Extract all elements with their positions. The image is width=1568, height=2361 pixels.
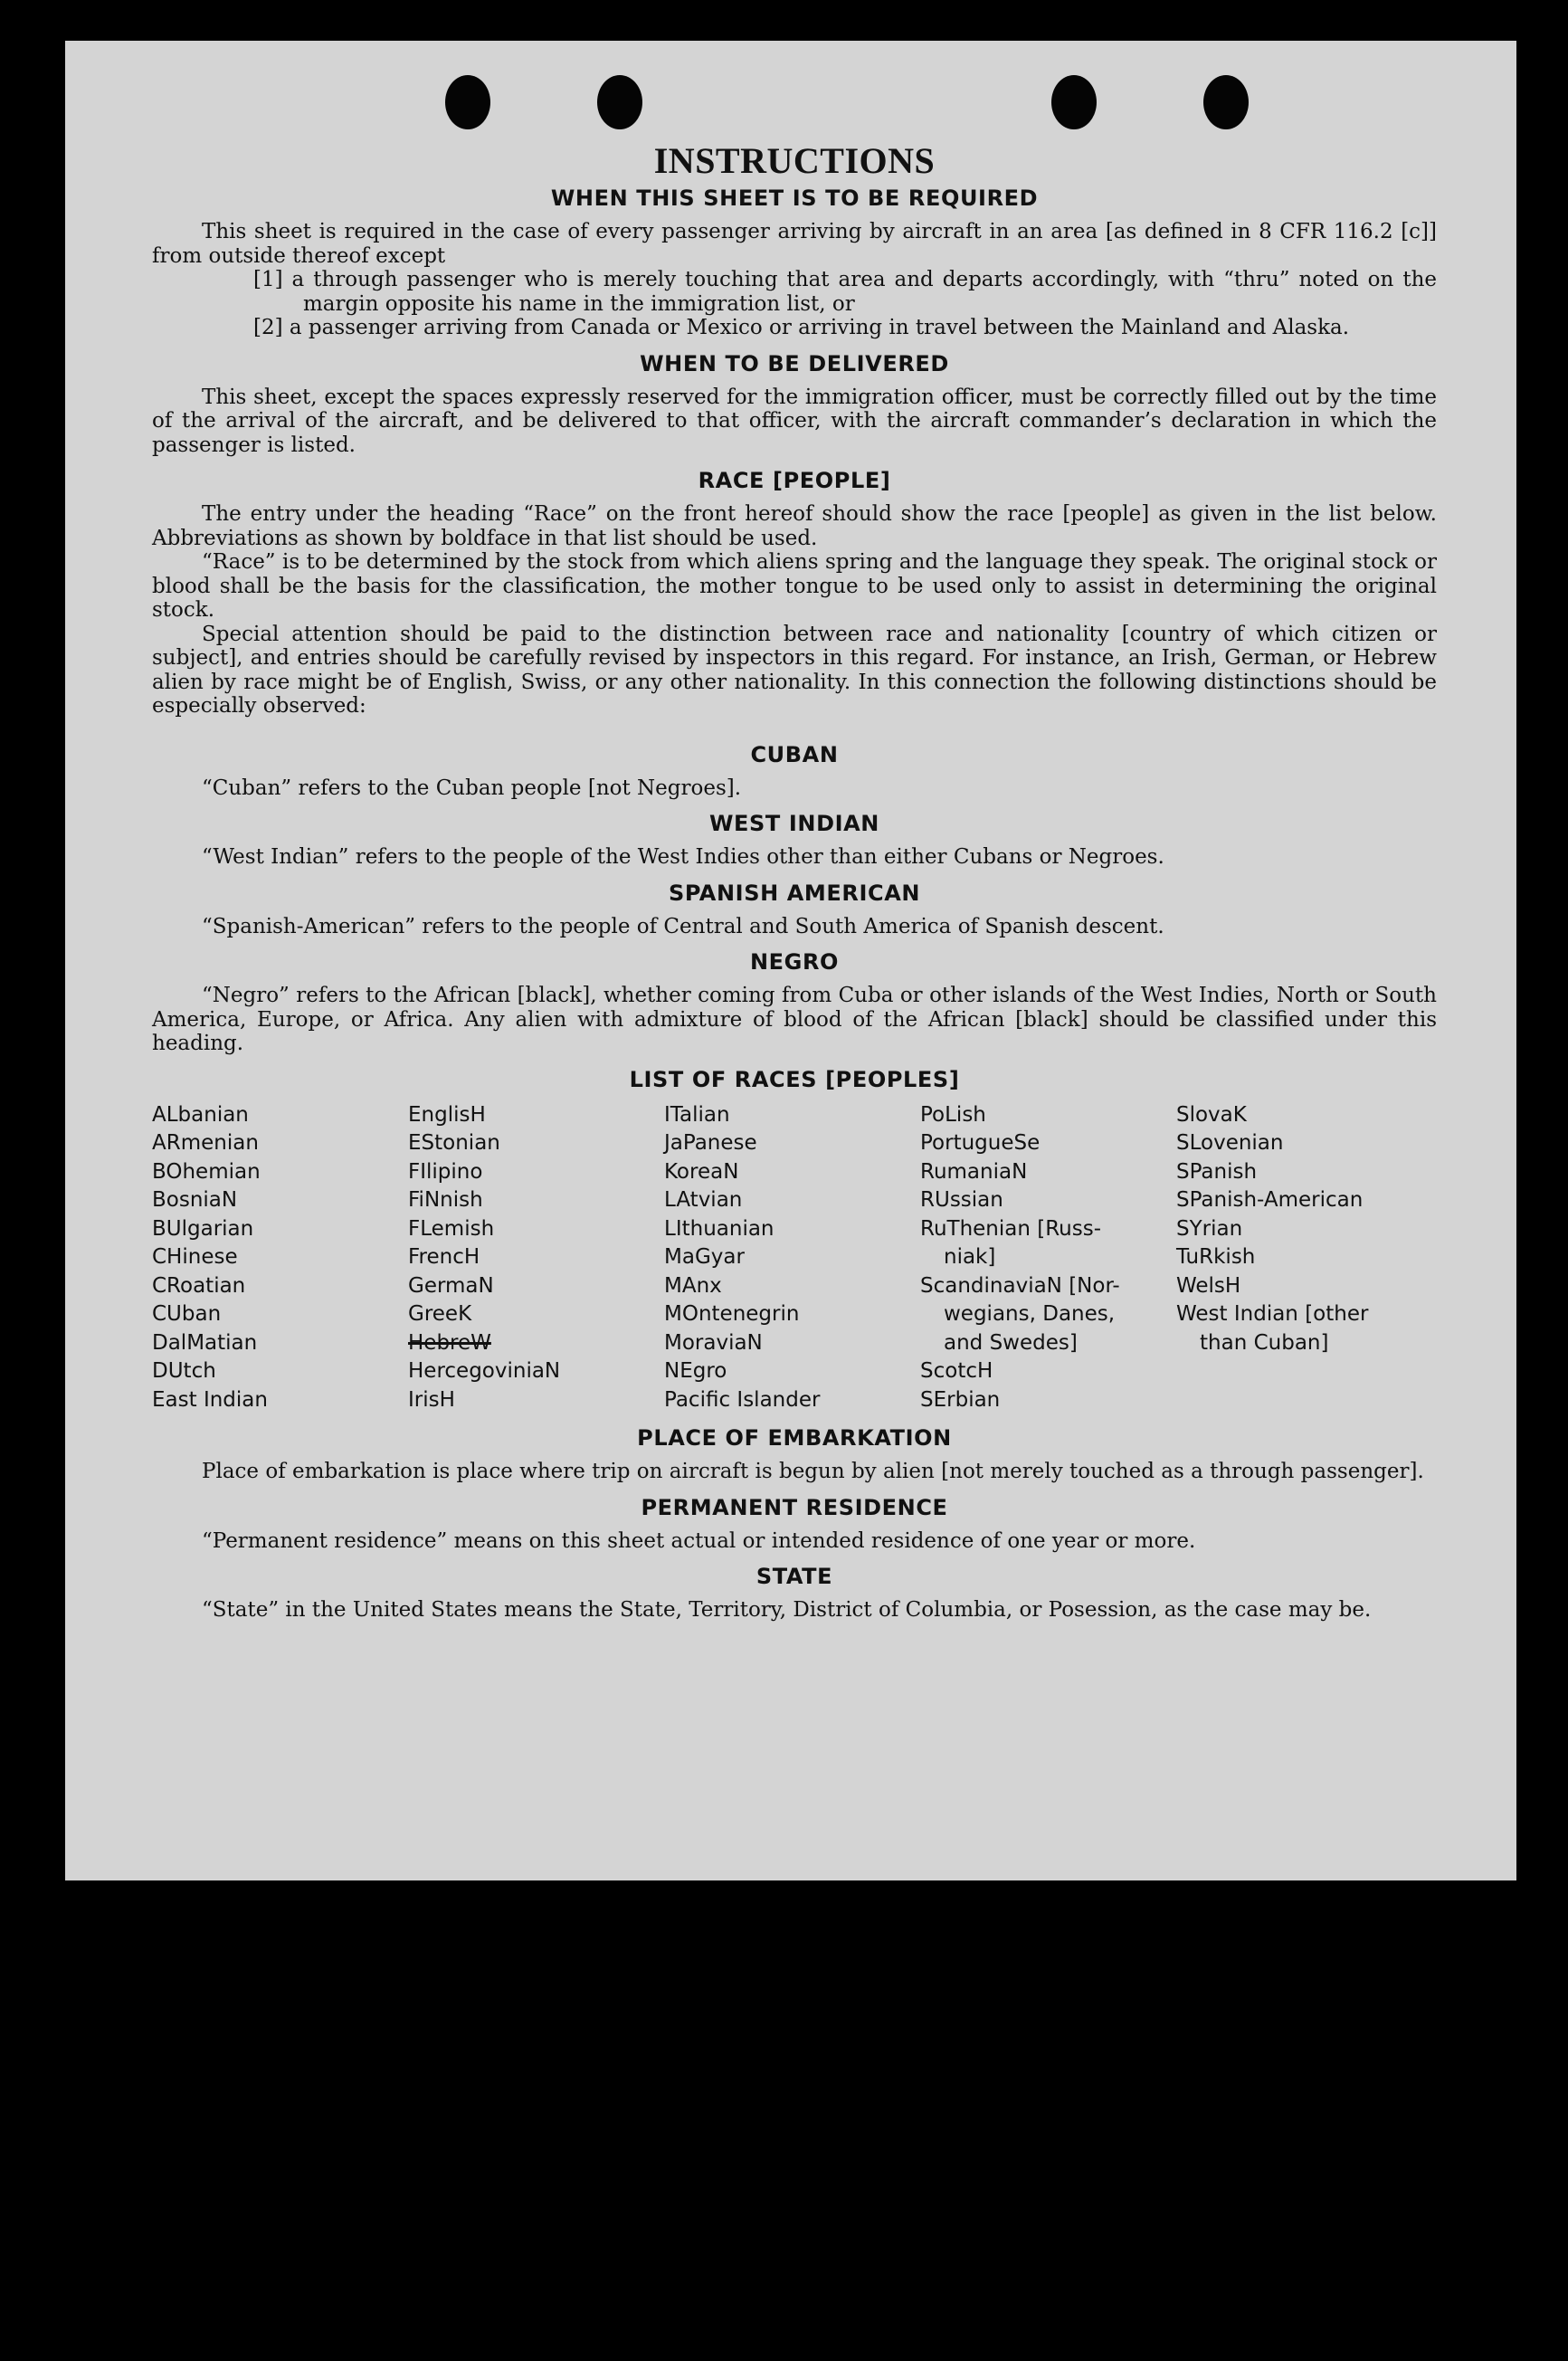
list-item: JaPanese bbox=[664, 1131, 757, 1155]
races-column-4 bbox=[920, 1101, 1176, 1415]
list-item: ARmenian bbox=[152, 1131, 259, 1155]
list-item: SLovenian bbox=[1176, 1131, 1284, 1155]
list-item: SPanish-American bbox=[1176, 1188, 1364, 1212]
list-item: RuThenian [Russ- bbox=[920, 1216, 1102, 1241]
list-item: HercegoviniaN bbox=[408, 1359, 561, 1383]
races-column-1 bbox=[152, 1101, 408, 1415]
list-item: CRoatian bbox=[152, 1273, 246, 1298]
races-column-3 bbox=[664, 1101, 920, 1415]
punch-hole bbox=[597, 75, 642, 129]
page-title: INSTRUCTIONS bbox=[653, 140, 936, 181]
punch-hole bbox=[445, 75, 490, 129]
list-item: ALbanian bbox=[152, 1102, 249, 1127]
list-item: than Cuban] bbox=[1200, 1330, 1329, 1355]
heading-west-indian: WEST INDIAN bbox=[708, 811, 879, 836]
heading-cuban: CUBAN bbox=[750, 741, 839, 767]
list-item: ITalian bbox=[664, 1102, 730, 1127]
when-delivered-text: This sheet, except the spaces expressly reserved for the immigration officer, must be correctly filled out by the time of the arrival of the aircraft, and be delivered to that officer, with the aircraft commander’s declaration in which the passenger is listed. bbox=[152, 385, 1437, 457]
list-item: CHinese bbox=[152, 1245, 238, 1269]
exception-item-1: [1] a through passenger who is merely touching that area and departs accordingly, with “thru” noted on the margin opposite his name in the immigration list, or bbox=[253, 268, 1437, 316]
list-item: MaGyar bbox=[664, 1245, 745, 1269]
punch-hole bbox=[1051, 75, 1097, 129]
cuban-text: “Cuban” refers to the Cuban people [not Negroes]. bbox=[202, 776, 742, 800]
list-item: PortugueSe bbox=[920, 1131, 1041, 1155]
list-item: RumaniaN bbox=[920, 1159, 1028, 1184]
heading-when-required: WHEN THIS SHEET IS TO BE REQUIRED bbox=[550, 186, 1039, 211]
list-item: and Swedes] bbox=[944, 1330, 1078, 1355]
list-item: PoLish bbox=[920, 1102, 986, 1127]
list-item: IrisH bbox=[408, 1387, 455, 1412]
state-text: “State” in the United States means the State, Territory, District of Columbia, or Posession, as the case may be. bbox=[202, 1598, 1372, 1622]
list-item: GreeK bbox=[408, 1302, 472, 1326]
list-item: SYrian bbox=[1176, 1216, 1243, 1241]
list-item: FIlipino bbox=[408, 1159, 483, 1184]
negro-text: “Negro” refers to the African [black], whether coming from Cuba or other islands of the West Indies, North or South America, Europe, or Africa. Any alien with admixture of blood of the African [black] should be classified under this heading. bbox=[152, 984, 1437, 1055]
list-item: RUssian bbox=[920, 1188, 1003, 1212]
list-item: NEgro bbox=[664, 1359, 727, 1383]
heading-negro: NEGRO bbox=[749, 949, 840, 975]
list-item: SErbian bbox=[920, 1387, 1001, 1412]
list-item: MAnx bbox=[664, 1273, 722, 1298]
heading-list-of-races: LIST OF RACES [PEOPLES] bbox=[629, 1066, 960, 1092]
list-item: MoraviaN bbox=[664, 1330, 763, 1355]
list-item: GermaN bbox=[408, 1273, 494, 1298]
list-item: EnglisH bbox=[408, 1102, 486, 1127]
list-item: FrencH bbox=[408, 1245, 480, 1269]
list-item: BUlgarian bbox=[152, 1216, 254, 1241]
when-required-intro: This sheet is required in the case of every passenger arriving by aircraft in an area [as defined in 8 CFR 116.2 [c]] from outside thereof except bbox=[152, 220, 1437, 268]
list-item: wegians, Danes, bbox=[944, 1302, 1116, 1326]
list-item: EStonian bbox=[408, 1131, 500, 1155]
race-paragraph-2: “Race” is to be determined by the stock from which aliens spring and the language they speak. The original stock or blood shall be the basis for the classification, the mother tongue to be used only to assist in determining the original stock. bbox=[152, 550, 1437, 622]
list-item: DalMatian bbox=[152, 1330, 258, 1355]
permanent-residence-text: “Permanent residence” means on this sheet actual or intended residence of one year or more. bbox=[202, 1528, 1196, 1553]
races-list bbox=[152, 1101, 1437, 1415]
list-item: TuRkish bbox=[1176, 1245, 1256, 1269]
list-item: LIthuanian bbox=[664, 1216, 774, 1241]
instructions-body bbox=[152, 140, 1437, 1623]
west-indian-text: “West Indian” refers to the people of the West Indies other than either Cubans or Negroes. bbox=[202, 845, 1164, 869]
heading-state: STATE bbox=[755, 1564, 833, 1589]
heading-permanent-residence: PERMANENT RESIDENCE bbox=[641, 1494, 948, 1520]
race-paragraph-1: The entry under the heading “Race” on the front hereof should show the race [people] as given in the list below. Abbreviations as shown by boldface in that list should be used. bbox=[152, 502, 1437, 550]
heading-embarkation: PLACE OF EMBARKATION bbox=[637, 1425, 952, 1451]
list-item: CUban bbox=[152, 1302, 222, 1326]
list-item: SlovaK bbox=[1176, 1102, 1247, 1127]
embarkation-text: Place of embarkation is place where trip on aircraft is begun by alien [not merely touched as a through passenger]. bbox=[202, 1460, 1424, 1483]
list-item: DUtch bbox=[152, 1359, 216, 1383]
race-paragraph-3: Special attention should be paid to the distinction between race and nationality [country of which citizen or subject], and entries should be carefully revised by inspectors in this regard. For instance, an Irish, German, or Hebrew alien by race might be of English, Swiss, or any other nationality. In this connection the following distinctions should be especially observed: bbox=[152, 622, 1437, 718]
races-column-2 bbox=[408, 1101, 664, 1415]
heading-spanish-american: SPANISH AMERICAN bbox=[668, 880, 921, 906]
list-item: LAtvian bbox=[664, 1188, 743, 1212]
punch-hole bbox=[1203, 75, 1249, 129]
list-item: KoreaN bbox=[664, 1159, 739, 1184]
heading-when-delivered: WHEN TO BE DELIVERED bbox=[640, 350, 949, 376]
list-item: FiNnish bbox=[408, 1188, 483, 1212]
list-item: BosniaN bbox=[152, 1188, 238, 1212]
list-item: WelsH bbox=[1176, 1273, 1241, 1298]
list-item: FLemish bbox=[408, 1216, 495, 1241]
list-item: MOntenegrin bbox=[664, 1302, 800, 1326]
races-column-5 bbox=[1176, 1101, 1437, 1415]
document-page bbox=[65, 41, 1516, 1880]
list-item: East Indian bbox=[152, 1387, 268, 1412]
list-item: SPanish bbox=[1176, 1159, 1258, 1184]
exception-item-2: [2] a passenger arriving from Canada or Mexico or arriving in travel between the Mainland and Alaska. bbox=[253, 316, 1350, 339]
list-item: ScotcH bbox=[920, 1359, 993, 1383]
list-item: BOhemian bbox=[152, 1159, 261, 1184]
list-item: ScandinaviaN [Nor- bbox=[920, 1273, 1120, 1298]
list-item-struck: HebreW bbox=[408, 1330, 491, 1355]
spanish-american-text: “Spanish-American” refers to the people of Central and South America of Spanish descent. bbox=[202, 914, 1164, 938]
list-item: niak] bbox=[944, 1245, 996, 1269]
heading-race: RACE [PEOPLE] bbox=[698, 468, 891, 493]
list-item: Pacific Islander bbox=[664, 1387, 821, 1412]
list-item: West Indian [other bbox=[1176, 1302, 1369, 1326]
